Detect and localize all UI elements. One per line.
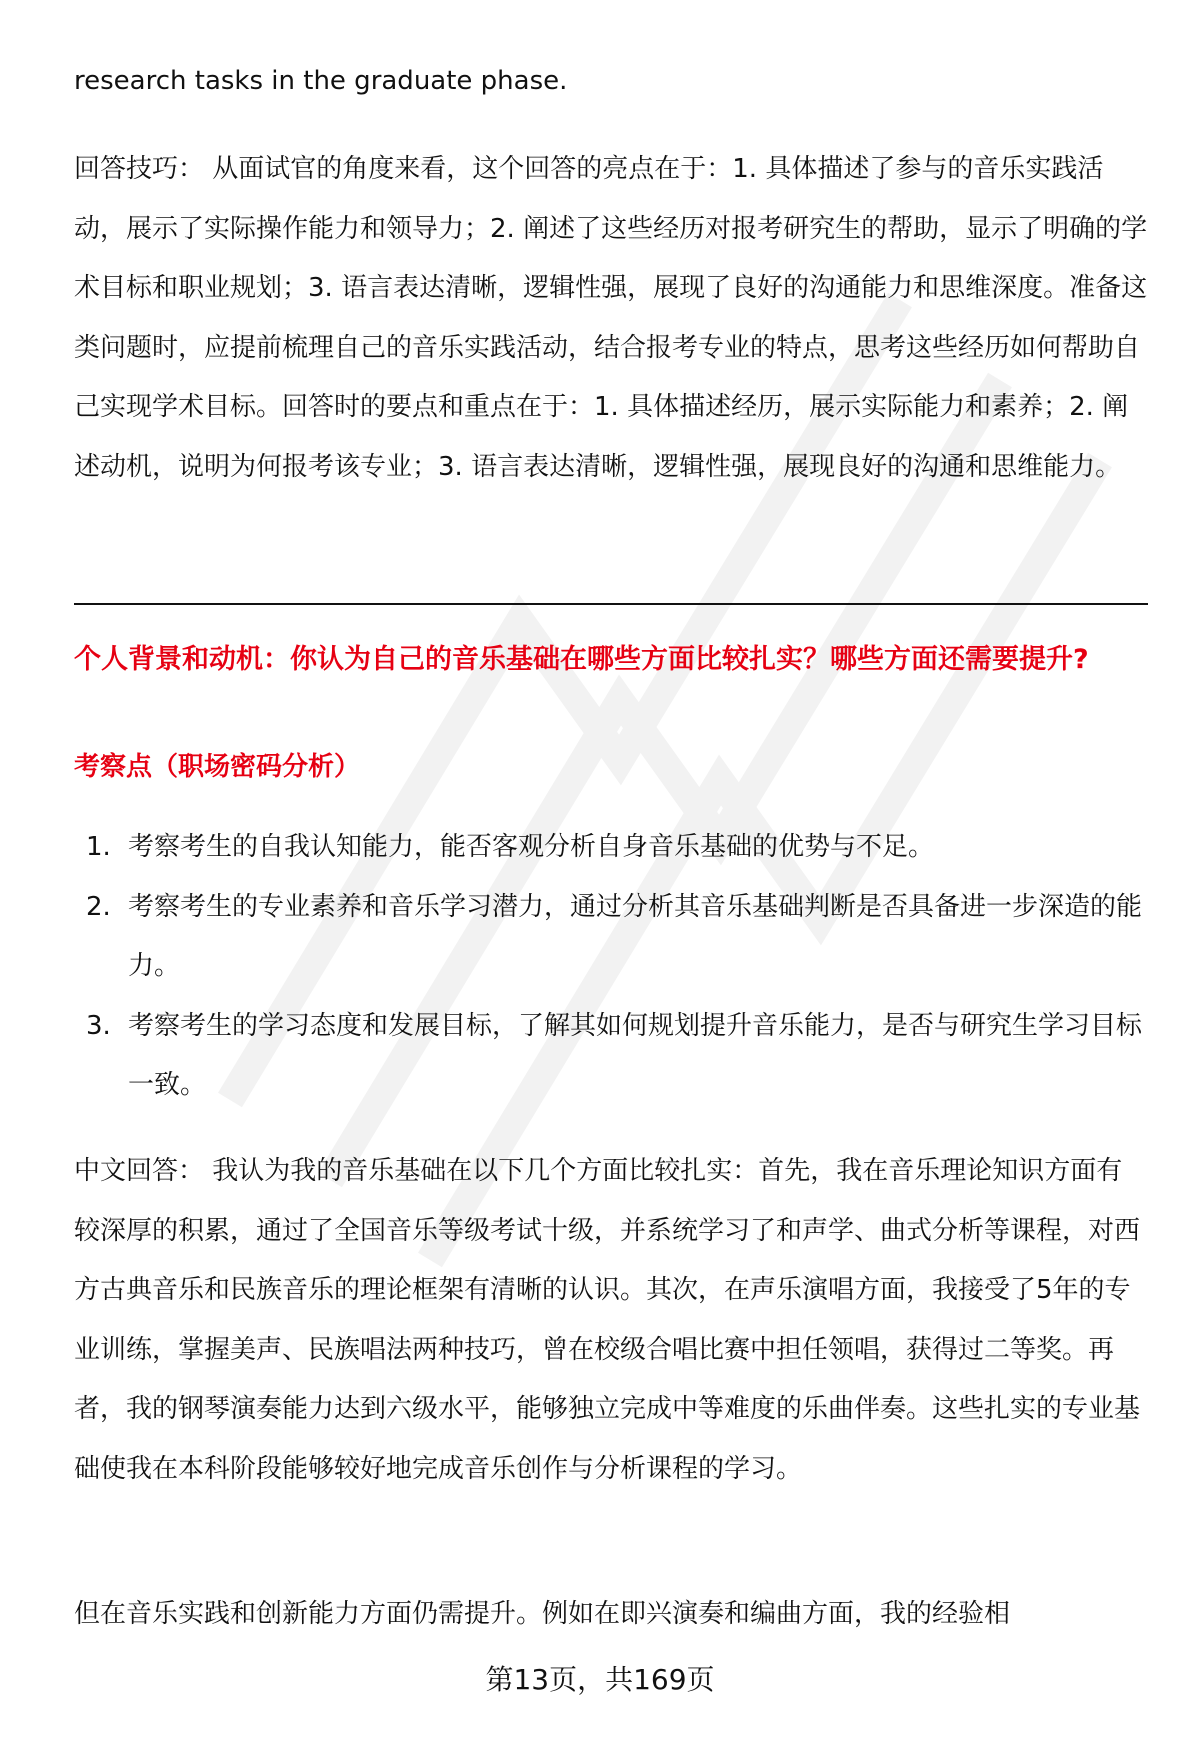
list-item [74,878,1148,997]
list-item [74,818,1148,878]
points-heading: 考察点（职场密码分析） [74,752,361,782]
assessment-points-list [74,818,1148,1116]
paragraph-answer-continued: 但在音乐实践和创新能力方面仍需提升。例如在即兴演奏和编曲方面，我的经验相 [74,1599,1011,1629]
page-number: 第13页，共169页 [485,1663,715,1696]
list-text: 考察考生的学习态度和发展目标，了解其如何规划提升音乐能力，是否与研究生学习目标一致。 [128,1010,1143,1100]
list-text: 考察考生的自我认知能力，能否客观分析自身音乐基础的优势与不足。 [128,832,935,862]
paragraph-answer-tip: 回答技巧： 从面试官的角度来看，这个回答的亮点在于：1. 具体描述了参与的音乐实践活动，展示了实际操作能力和领导力；2. 阐述了这些经历对报考研究生的帮助，显示了明确的学术目标和职业规划；3. 语言表达清晰，逻辑性强，展现了良好的沟通能力和思维深度。准备这类问题时，应提前梳理自己的音乐实践活动，结合报考专业的特点，思考这些经历如何帮助自己实现学术目标。回答时的要点和重点在于：1. 具体描述经历，展示实际能力和素养；2. 阐述动机，说明为何报考该专业；3. 语言表达清晰，逻辑性强，展现良好的沟通和思维能力。 [74,154,1148,482]
paragraph-intro-tail: research tasks in the graduate phase. [74,66,568,96]
list-number: 1. [86,832,111,862]
list-text: 考察考生的专业素养和音乐学习潜力，通过分析其音乐基础判断是否具备进一步深造的能力。 [128,891,1143,981]
list-number: 2. [86,891,111,922]
list-number: 3. [86,1010,111,1041]
list-item [74,997,1148,1116]
section-divider [74,603,1148,605]
paragraph-chinese-answer: 中文回答： 我认为我的音乐基础在以下几个方面比较扎实：首先，我在音乐理论知识方面有较深厚的积累，通过了全国音乐等级考试十级，并系统学习了和声学、曲式分析等课程，对西方古典音乐和民族音乐的理论框架有清晰的认识。其次，在声乐演唱方面，我接受了5年的专业训练，掌握美声、民族唱法两种技巧，曾在校级合唱比赛中担任领唱，获得过二等奖。再者，我的钢琴演奏能力达到六级水平，能够独立完成中等难度的乐曲伴奏。这些扎实的专业基础使我在本科阶段能够较好地完成音乐创作与分析课程的学习。 [74,1156,1141,1484]
question-heading: 个人背景和动机：你认为自己的音乐基础在哪些方面比较扎实？哪些方面还需要提升? [74,644,1089,675]
